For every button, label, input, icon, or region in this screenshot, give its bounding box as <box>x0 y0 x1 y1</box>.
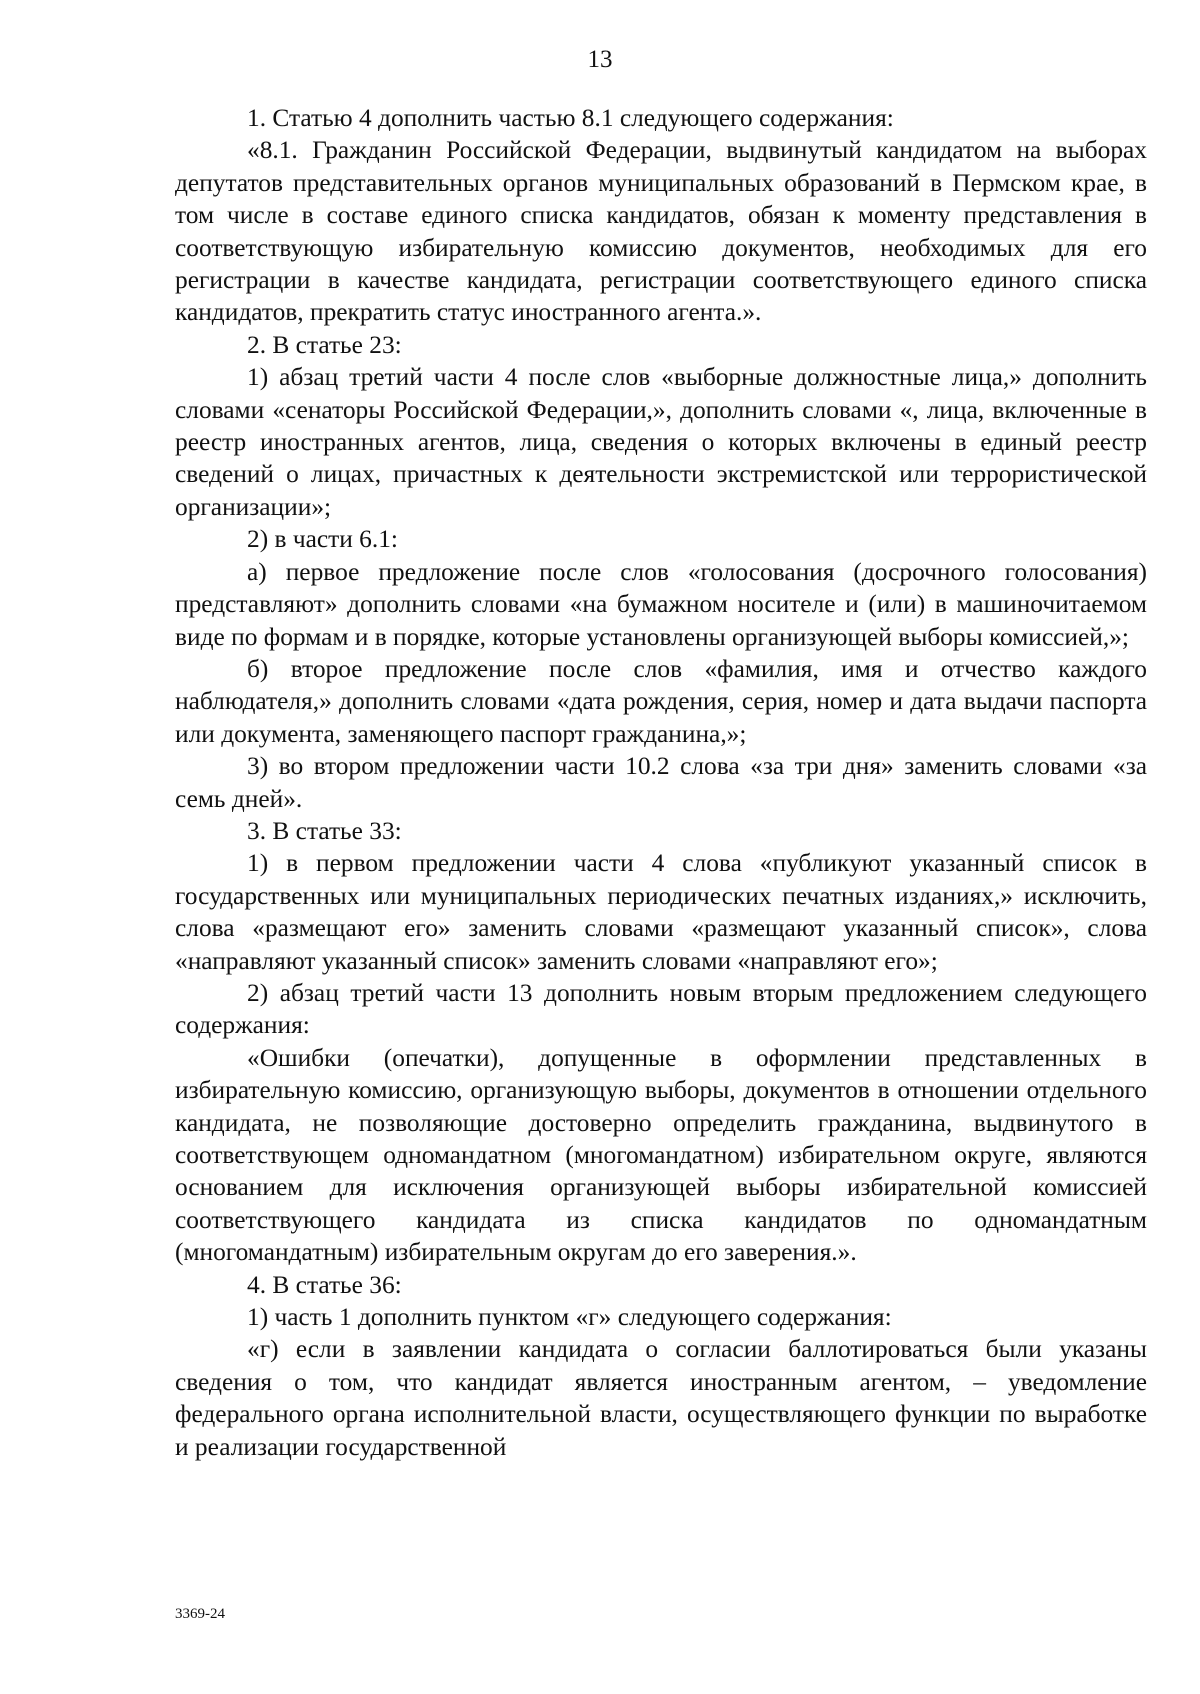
paragraph: 3. В статье 33: <box>247 816 402 845</box>
paragraph: 2) абзац третий части 13 дополнить новым вторым предложением следующего содержания: <box>175 978 1147 1040</box>
paragraph: 1. Статью 4 дополнить частью 8.1 следующего содержания: <box>247 104 894 132</box>
document-code: 3369-24 <box>175 1606 225 1622</box>
paragraph: 1) часть 1 дополнить пунктом «г» следующего содержания: <box>247 1303 892 1332</box>
paragraph: 2) в части 6.1: <box>247 525 398 554</box>
paragraph: б) второе предложение после слов «фамилия, имя и отчество каждого наблюдателя,» дополнить словами «дата рождения, серия, номер и дата выдачи паспорта или документа, заменяющего паспорт гражданина,»; <box>175 654 1147 748</box>
paragraph: «г) если в заявлении кандидата о согласии баллотироваться были указаны сведения о том, что кандидат является иностранным агентом, – уведомление федерального органа исполнительной власти, осуществляющего функции по выработке и реализации государственной <box>175 1335 1147 1461</box>
paragraph: 1) абзац третий части 4 после слов «выборные должностные лица,» дополнить словами «сенаторы Российской Федерации,», дополнить словами «, лица, включенные в реестр иностранных агентов, лица, сведения о которых включены в единый реестр сведений о лицах, причастных к деятельности экстремистской или террористической организации»; <box>175 363 1147 521</box>
paragraph: 2. В статье 23: <box>247 330 402 359</box>
paragraph: «8.1. Гражданин Российской Федерации, выдвинутый кандидатом на выборах депутатов представительных органов муниципальных образований в Пермском крае, в том числе в составе единого списка кандидатов, обязан к моменту представления в соответствующую избирательную комиссию документов, необходимых для его регистрации в качестве кандидата, регистрации соответствующего единого списка кандидатов, прекратить статус иностранного агента.». <box>175 136 1147 327</box>
document-body <box>175 102 1147 1463</box>
page-number: 13 <box>587 46 613 73</box>
paragraph: 4. В статье 36: <box>247 1270 402 1299</box>
paragraph: а) первое предложение после слов «голосования (досрочного голосования) представляют» дополнить словами «на бумажном носителе и (или) в машиночитаемом виде по формам и в порядке, которые установлены организующей выборы комиссией,»; <box>175 557 1147 651</box>
paragraph: 3) во втором предложении части 10.2 слова «за три дня» заменить словами «за семь дней». <box>175 752 1147 813</box>
paragraph: «Ошибки (опечатки), допущенные в оформлении представленных в избирательную комиссию, организующую выборы, документов в отношении отдельного кандидата, не позволяющие достоверно определить гражданина, выдвинутого в соответствующем одномандатном (многомандатном) избирательном округе, являются основанием для исключения организующей выборы избирательной комиссией соответствующего кандидата из списка кандидатов по одномандатным (многомандатным) избирательным округам до его заверения.». <box>175 1043 1147 1267</box>
paragraph: 1) в первом предложении части 4 слова «публикуют указанный список в государственных или муниципальных периодических печатных изданиях,» исключить, слова «размещают его» заменить словами «размещают указанный список», слова «направляют указанный список» заменить словами «направляют его»; <box>175 849 1147 975</box>
